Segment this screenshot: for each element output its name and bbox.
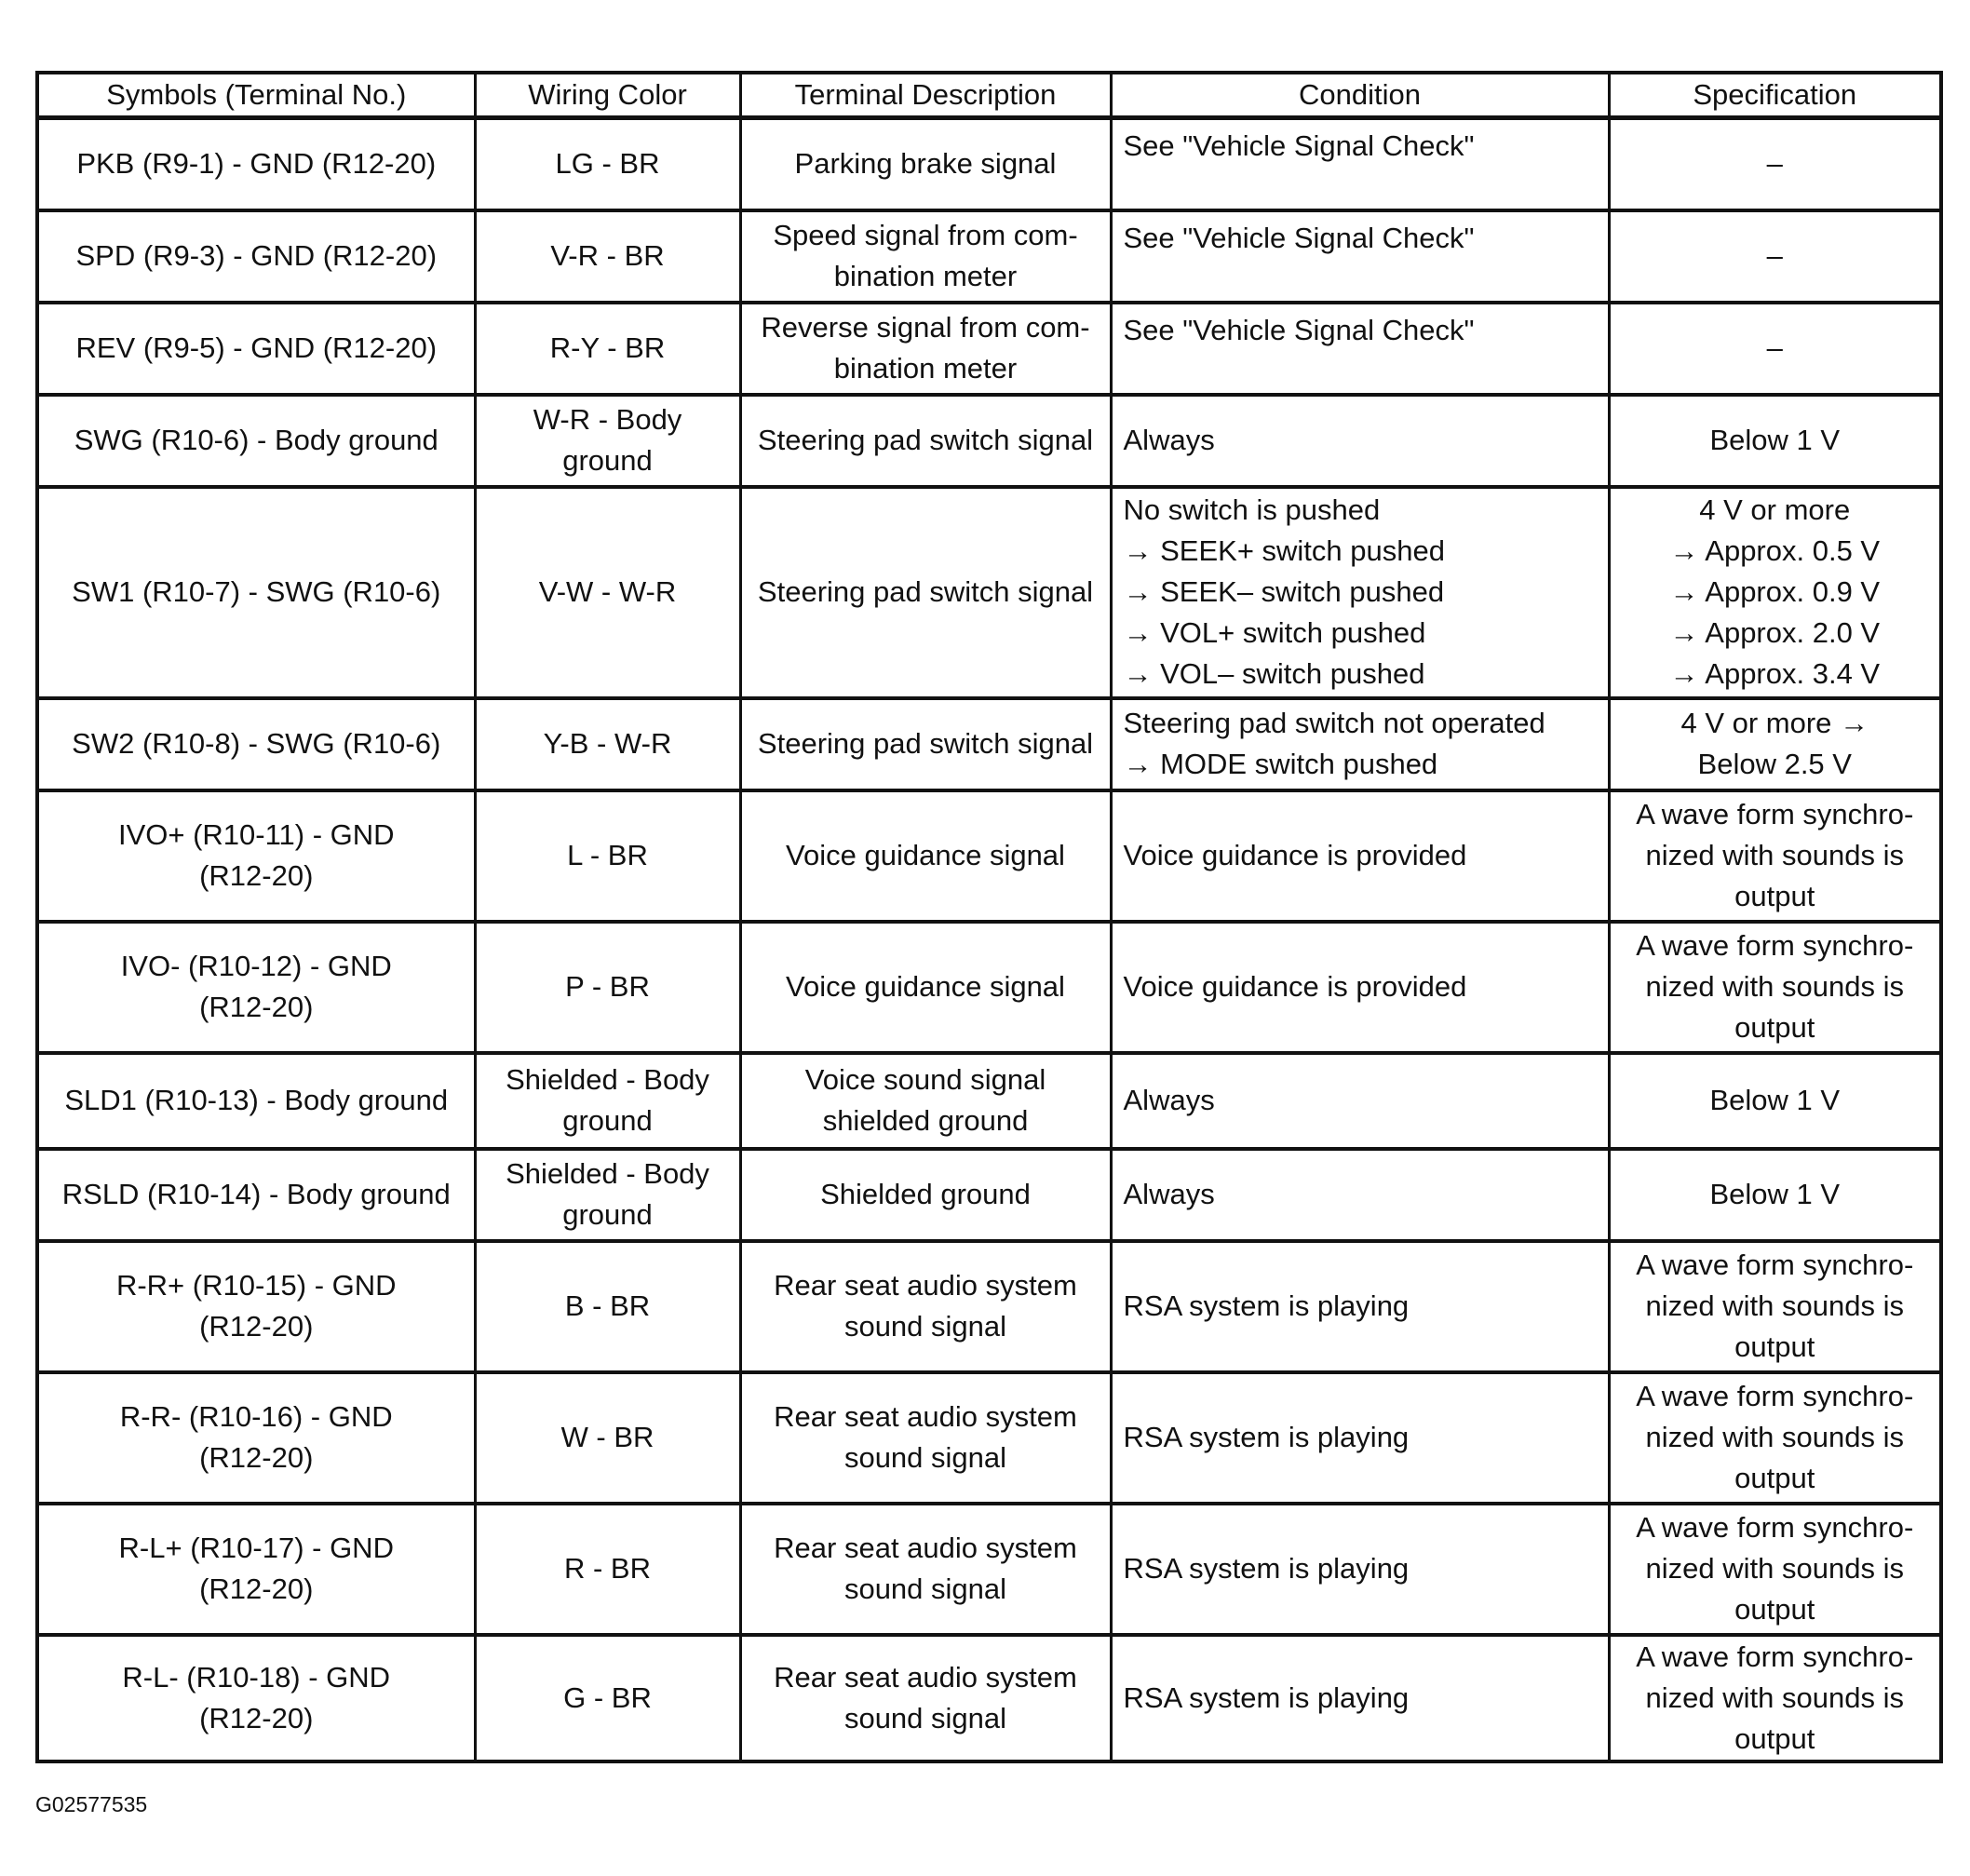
table-row	[37, 922, 1941, 1053]
cell-symbols-line: (R12-20)	[199, 1441, 314, 1474]
header-specification: Specification	[1609, 73, 1941, 118]
cell-specification-line: → Approx. 0.5 V	[1669, 534, 1881, 567]
cell-terminal-description	[740, 1504, 1111, 1635]
cell-symbols-line: SW1 (R10-7) - SWG (R10-6)	[72, 575, 441, 608]
cell-symbols-line: IVO- (R10-12) - GND	[120, 950, 392, 982]
header-symbols: Symbols (Terminal No.)	[37, 73, 475, 118]
cell-specification-line: output	[1734, 1593, 1815, 1626]
cell-wiring-color	[475, 1053, 740, 1149]
cell-condition-line: Always	[1123, 1084, 1215, 1116]
cell-terminal-description-line: sound signal	[843, 1310, 1007, 1343]
cell-specification-line: Below 1 V	[1709, 1178, 1841, 1210]
cell-symbols-line: (R12-20)	[199, 991, 314, 1023]
cell-terminal-description	[740, 1149, 1111, 1241]
cell-condition	[1111, 698, 1609, 790]
cell-condition-line: Steering pad switch not operated	[1123, 707, 1545, 739]
cell-condition-line: Always	[1123, 424, 1215, 456]
cell-symbols-line: (R12-20)	[199, 1572, 314, 1605]
cell-specification	[1609, 1241, 1941, 1372]
cell-condition-line: RSA system is playing	[1123, 1680, 1410, 1714]
cell-specification-line: A wave form synchro-	[1636, 929, 1914, 962]
cell-wiring-color	[475, 1241, 740, 1372]
cell-symbols-line: SWG (R10-6) - Body ground	[74, 424, 439, 456]
table-body	[37, 118, 1941, 1761]
cell-specification-line: A wave form synchro-	[1636, 1640, 1914, 1673]
cell-terminal-description	[740, 303, 1111, 395]
cell-terminal-description-line: sound signal	[843, 1701, 1007, 1734]
cell-wiring-color	[475, 922, 740, 1053]
cell-wiring-color	[475, 1372, 740, 1504]
cell-specification	[1609, 210, 1941, 303]
cell-symbols	[37, 395, 475, 487]
cell-wiring-color-line: W-R - Body	[533, 403, 682, 436]
cell-condition-line: RSA system is playing	[1123, 1552, 1410, 1585]
table-row	[37, 1504, 1941, 1635]
cell-condition	[1111, 1372, 1609, 1504]
cell-terminal-description	[740, 922, 1111, 1053]
cell-specification-line: A wave form synchro-	[1636, 1248, 1914, 1281]
cell-symbols-line: SW2 (R10-8) - SWG (R10-6)	[72, 727, 441, 760]
cell-specification-line: output	[1734, 1721, 1815, 1755]
cell-wiring-color-line: Y-B - W-R	[543, 727, 672, 760]
cell-specification-line: nized with sounds is	[1645, 1552, 1904, 1585]
cell-specification	[1609, 395, 1941, 487]
cell-specification	[1609, 1635, 1941, 1761]
cell-terminal-description-line: Voice guidance signal	[786, 839, 1065, 871]
cell-condition	[1111, 210, 1609, 303]
cell-condition	[1111, 790, 1609, 922]
cell-symbols-line: (R12-20)	[199, 859, 314, 892]
cell-terminal-description-line: Rear seat audio system	[774, 1400, 1077, 1433]
cell-specification-line: nized with sounds is	[1645, 1680, 1904, 1714]
cell-wiring-color	[475, 1504, 740, 1635]
cell-condition	[1111, 1149, 1609, 1241]
cell-symbols	[37, 1053, 475, 1149]
cell-terminal-description	[740, 1635, 1111, 1761]
cell-terminal-description	[740, 118, 1111, 210]
cell-terminal-description-line: Steering pad switch signal	[757, 575, 1094, 608]
figure-code: G02577535	[35, 1792, 148, 1816]
cell-specification	[1609, 1149, 1941, 1241]
table-row	[37, 395, 1941, 487]
cell-wiring-color-line: R - BR	[564, 1552, 651, 1585]
cell-condition-line: See "Vehicle Signal Check"	[1123, 129, 1475, 162]
cell-specification-line: nized with sounds is	[1645, 1289, 1904, 1322]
cell-condition	[1111, 922, 1609, 1053]
cell-specification-line: Below 2.5 V	[1697, 748, 1852, 780]
cell-terminal-description-line: bination meter	[833, 352, 1018, 385]
cell-condition	[1111, 395, 1609, 487]
cell-symbols-line: REV (R9-5) - GND (R12-20)	[75, 331, 438, 364]
cell-condition	[1111, 1241, 1609, 1372]
cell-symbols	[37, 1149, 475, 1241]
table-row	[37, 1053, 1941, 1149]
cell-condition-line: See "Vehicle Signal Check"	[1123, 313, 1475, 346]
cell-wiring-color	[475, 790, 740, 922]
cell-wiring-color	[475, 1635, 740, 1761]
cell-specification	[1609, 790, 1941, 922]
cell-wiring-color-line: Shielded - Body	[506, 1063, 709, 1096]
cell-terminal-description-line: sound signal	[843, 1572, 1007, 1605]
cell-symbols	[37, 790, 475, 922]
cell-condition-line: → MODE switch pushed	[1123, 748, 1438, 780]
cell-specification-line: –	[1766, 331, 1783, 364]
cell-specification	[1609, 487, 1941, 698]
cell-wiring-color-line: P - BR	[565, 970, 650, 1003]
cell-specification-line: A wave form synchro-	[1636, 798, 1914, 830]
table-row	[37, 1635, 1941, 1761]
cell-symbols-line: SLD1 (R10-13) - Body ground	[64, 1084, 449, 1116]
cell-specification-line: A wave form synchro-	[1636, 1380, 1914, 1412]
cell-symbols-line: RSLD (R10-14) - Body ground	[61, 1178, 451, 1210]
cell-wiring-color-line: V-R - BR	[550, 239, 665, 272]
table-row	[37, 1241, 1941, 1372]
cell-wiring-color-line: Shielded - Body	[506, 1157, 709, 1190]
cell-terminal-description-line: Shielded ground	[820, 1178, 1031, 1210]
cell-wiring-color-line: ground	[562, 444, 653, 477]
cell-condition-line: Voice guidance is provided	[1123, 970, 1467, 1003]
cell-terminal-description	[740, 487, 1111, 698]
cell-symbols	[37, 1504, 475, 1635]
cell-condition	[1111, 487, 1609, 698]
cell-condition	[1111, 303, 1609, 395]
cell-wiring-color-line: V-W - W-R	[538, 575, 677, 608]
cell-condition-line: No switch is pushed	[1123, 493, 1381, 526]
cell-specification-line: → Approx. 0.9 V	[1669, 575, 1881, 608]
terminal-spec-table	[35, 71, 1943, 1763]
cell-specification	[1609, 1372, 1941, 1504]
cell-specification	[1609, 698, 1941, 790]
cell-specification	[1609, 922, 1941, 1053]
cell-specification-line: –	[1766, 239, 1783, 272]
cell-terminal-description-line: Rear seat audio system	[774, 1660, 1077, 1694]
cell-wiring-color-line: ground	[562, 1198, 653, 1231]
cell-condition-line: → VOL– switch pushed	[1123, 657, 1425, 690]
cell-symbols	[37, 1635, 475, 1761]
cell-symbols	[37, 487, 475, 698]
header-wiring-color: Wiring Color	[475, 73, 740, 118]
cell-wiring-color-line: W - BR	[560, 1421, 654, 1453]
cell-specification-line: nized with sounds is	[1645, 970, 1904, 1003]
cell-specification-line: –	[1766, 147, 1783, 181]
cell-terminal-description	[740, 395, 1111, 487]
header-condition: Condition	[1111, 73, 1609, 118]
cell-symbols	[37, 118, 475, 210]
cell-symbols	[37, 698, 475, 790]
cell-specification	[1609, 1053, 1941, 1149]
cell-specification-line: output	[1734, 1011, 1815, 1044]
cell-wiring-color-line: B - BR	[564, 1289, 651, 1322]
cell-symbols-line: R-R+ (R10-15) - GND	[115, 1269, 397, 1302]
cell-specification	[1609, 118, 1941, 210]
cell-wiring-color	[475, 487, 740, 698]
cell-condition	[1111, 1504, 1609, 1635]
cell-wiring-color	[475, 698, 740, 790]
cell-terminal-description-line: shielded ground	[822, 1104, 1029, 1137]
cell-symbols-line: (R12-20)	[199, 1310, 314, 1343]
table-row	[37, 303, 1941, 395]
cell-terminal-description-line: Voice guidance signal	[786, 970, 1065, 1003]
cell-wiring-color-line: ground	[562, 1104, 653, 1137]
cell-symbols	[37, 210, 475, 303]
cell-symbols-line: R-R- (R10-16) - GND	[119, 1400, 393, 1433]
cell-condition-line: RSA system is playing	[1123, 1289, 1410, 1322]
cell-specification-line: Below 1 V	[1709, 1084, 1841, 1116]
cell-terminal-description	[740, 210, 1111, 303]
cell-terminal-description-line: sound signal	[843, 1441, 1007, 1474]
cell-symbols	[37, 303, 475, 395]
cell-wiring-color-line: R-Y - BR	[549, 331, 666, 364]
header-row	[37, 73, 1941, 118]
cell-symbols	[37, 922, 475, 1053]
cell-symbols	[37, 1372, 475, 1504]
cell-wiring-color	[475, 118, 740, 210]
cell-symbols	[37, 1241, 475, 1372]
cell-terminal-description-line: Parking brake signal	[794, 147, 1057, 181]
cell-symbols-line: PKB (R9-1) - GND (R12-20)	[76, 147, 437, 181]
cell-specification-line: output	[1734, 1330, 1815, 1363]
cell-terminal-description	[740, 790, 1111, 922]
cell-condition-line: RSA system is playing	[1123, 1421, 1410, 1453]
cell-symbols-line: SPD (R9-3) - GND (R12-20)	[75, 239, 438, 272]
cell-terminal-description-line: bination meter	[833, 260, 1018, 292]
cell-specification-line: → Approx. 2.0 V	[1669, 616, 1881, 649]
cell-condition	[1111, 118, 1609, 210]
cell-specification	[1609, 303, 1941, 395]
cell-specification-line: output	[1734, 880, 1815, 912]
cell-specification-line: output	[1734, 1462, 1815, 1494]
cell-terminal-description-line: Voice sound signal	[804, 1063, 1046, 1096]
cell-specification-line: nized with sounds is	[1645, 1421, 1904, 1453]
cell-condition-line: → SEEK+ switch pushed	[1123, 534, 1445, 567]
cell-wiring-color-line: G - BR	[563, 1680, 652, 1714]
cell-condition	[1111, 1053, 1609, 1149]
cell-terminal-description-line: Reverse signal from com-	[761, 311, 1090, 344]
cell-terminal-description	[740, 698, 1111, 790]
cell-terminal-description	[740, 1372, 1111, 1504]
cell-terminal-description-line: Speed signal from com-	[773, 219, 1078, 251]
table-row	[37, 790, 1941, 922]
table-row	[37, 210, 1941, 303]
cell-specification-line: A wave form synchro-	[1636, 1511, 1914, 1544]
cell-condition-line: → VOL+ switch pushed	[1123, 616, 1426, 649]
cell-symbols-line: R-L+ (R10-17) - GND	[118, 1532, 394, 1564]
table-header	[37, 73, 1941, 118]
cell-specification-line: Below 1 V	[1709, 424, 1841, 456]
cell-terminal-description-line: Steering pad switch signal	[757, 424, 1094, 456]
cell-specification-line: nized with sounds is	[1645, 839, 1904, 871]
cell-symbols-line: IVO+ (R10-11) - GND	[117, 818, 395, 851]
cell-terminal-description-line: Rear seat audio system	[774, 1269, 1077, 1302]
cell-condition-line: → SEEK– switch pushed	[1123, 575, 1445, 608]
cell-condition-line: See "Vehicle Signal Check"	[1123, 221, 1475, 254]
cell-terminal-description	[740, 1241, 1111, 1372]
cell-wiring-color	[475, 303, 740, 395]
cell-condition-line: Voice guidance is provided	[1123, 839, 1467, 871]
cell-specification-line: → Approx. 3.4 V	[1669, 657, 1881, 690]
cell-condition-line: Always	[1123, 1178, 1215, 1210]
cell-symbols-line: R-L- (R10-18) - GND	[122, 1660, 391, 1694]
cell-terminal-description-line: Rear seat audio system	[774, 1532, 1077, 1564]
table-row	[37, 1372, 1941, 1504]
cell-wiring-color	[475, 210, 740, 303]
cell-terminal-description-line: Steering pad switch signal	[757, 727, 1094, 760]
cell-specification-line: 4 V or more →	[1680, 707, 1869, 739]
cell-wiring-color-line: LG - BR	[555, 147, 660, 181]
table-row	[37, 698, 1941, 790]
cell-wiring-color	[475, 395, 740, 487]
cell-wiring-color	[475, 1149, 740, 1241]
cell-condition	[1111, 1635, 1609, 1761]
cell-terminal-description	[740, 1053, 1111, 1149]
table-row	[37, 1149, 1941, 1241]
cell-specification-line: 4 V or more	[1699, 493, 1851, 526]
cell-specification	[1609, 1504, 1941, 1635]
table-row	[37, 118, 1941, 210]
header-terminal-description: Terminal Description	[740, 73, 1111, 118]
cell-wiring-color-line: L - BR	[567, 839, 648, 871]
table-row	[37, 487, 1941, 698]
cell-symbols-line: (R12-20)	[199, 1701, 314, 1734]
